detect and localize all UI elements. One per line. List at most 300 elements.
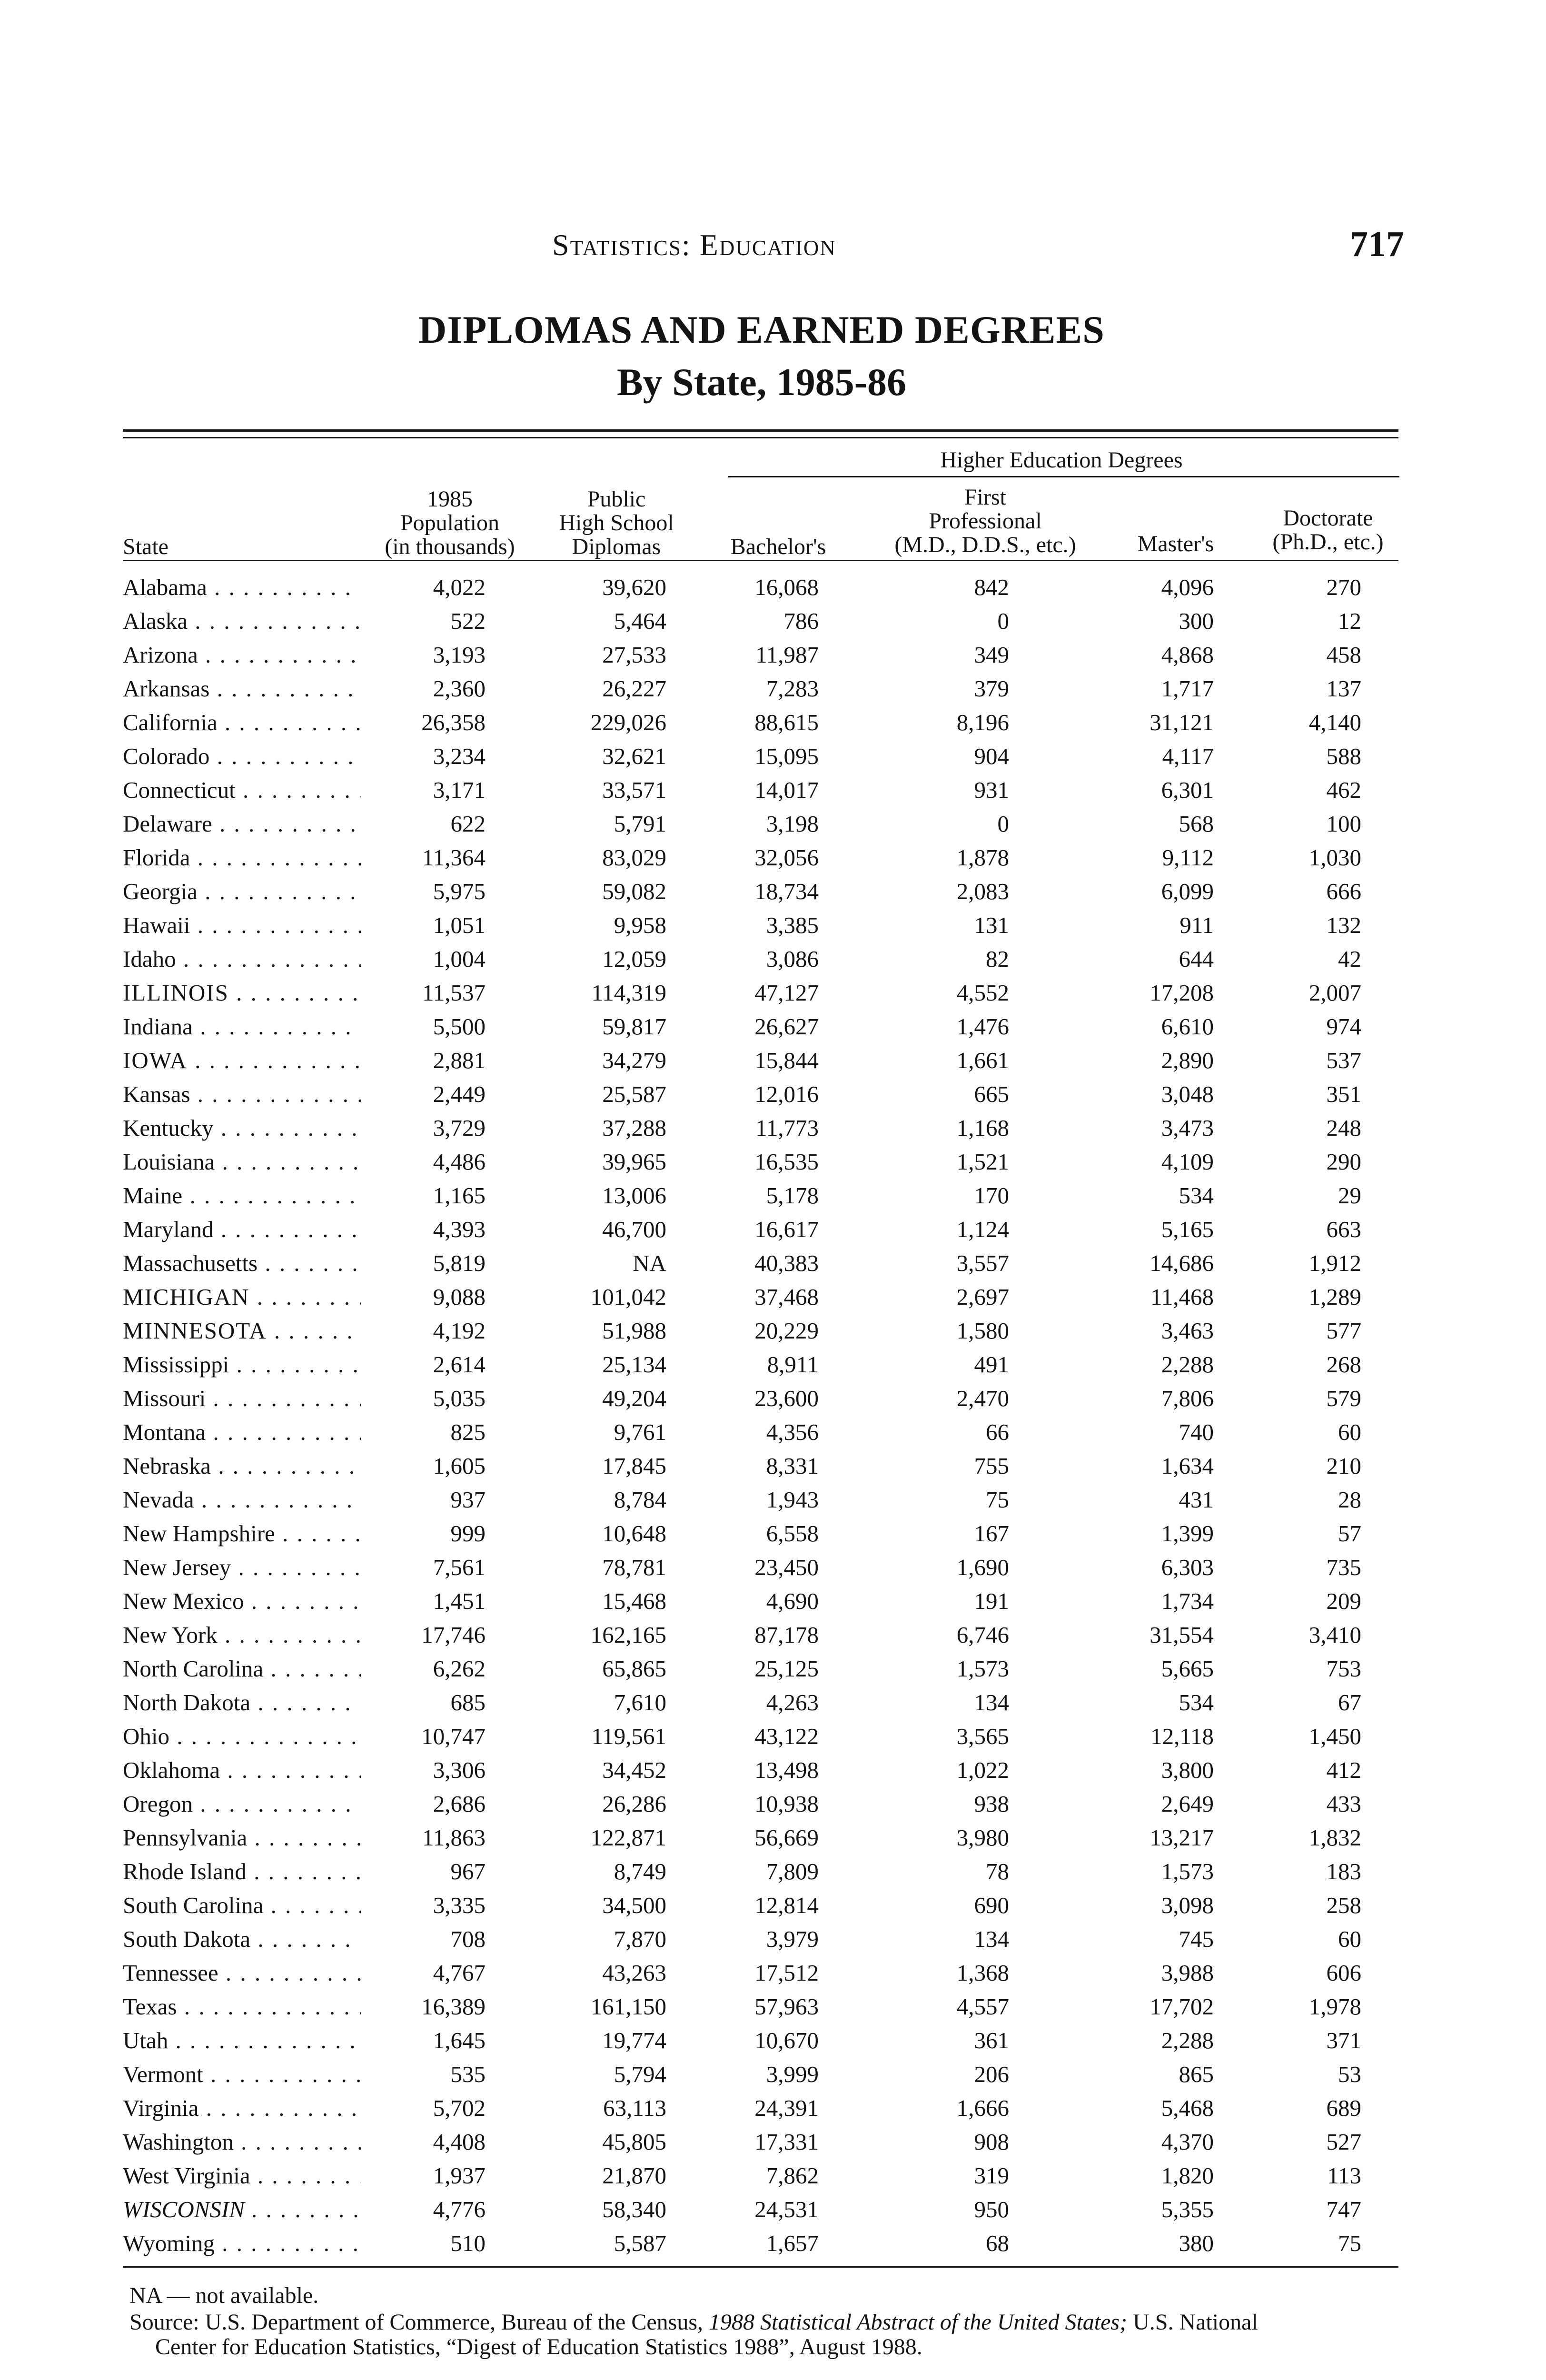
hs-diplomas-cell: 5,791 xyxy=(614,811,666,837)
first-professional-cell: 131 xyxy=(974,912,1009,938)
header-bottom-rule xyxy=(123,560,1398,561)
footnote-na: NA — not available. xyxy=(129,2283,319,2308)
header-doctorate-line2: (Ph.D., etc.) xyxy=(1272,529,1384,555)
table-row xyxy=(0,1652,1546,1686)
doctorate-cell: 67 xyxy=(1338,1689,1361,1716)
state-cell: Missouri . . . xyxy=(123,1381,361,1415)
bachelors-cell: 18,734 xyxy=(754,878,819,904)
hs-diplomas-cell: 51,988 xyxy=(602,1318,666,1344)
bachelors-cell: 3,979 xyxy=(766,1926,819,1952)
first-professional-cell: 690 xyxy=(974,1892,1009,1918)
first-professional-cell: 349 xyxy=(974,642,1009,668)
bachelors-cell: 20,229 xyxy=(754,1318,819,1344)
hs-diplomas-cell: 5,587 xyxy=(614,2230,666,2256)
population-cell: 1,605 xyxy=(433,1453,486,1479)
state-cell: Kentucky . . . xyxy=(123,1111,361,1145)
bachelors-cell: 3,385 xyxy=(766,912,819,938)
doctorate-cell: 60 xyxy=(1338,1419,1361,1445)
population-cell: 5,819 xyxy=(433,1250,486,1276)
hs-diplomas-cell: 5,794 xyxy=(614,2061,666,2087)
bachelors-cell: 37,468 xyxy=(754,1284,819,1310)
doctorate-cell: 12 xyxy=(1338,608,1361,634)
population-cell: 685 xyxy=(450,1689,486,1716)
table-row xyxy=(0,1854,1546,1888)
population-cell: 26,358 xyxy=(421,709,486,735)
masters-cell: 1,717 xyxy=(1161,675,1214,702)
table-row xyxy=(0,2159,1546,2192)
hs-diplomas-cell: 9,761 xyxy=(614,1419,666,1445)
first-professional-cell: 319 xyxy=(974,2162,1009,2189)
masters-cell: 6,610 xyxy=(1161,1013,1214,1040)
population-cell: 825 xyxy=(450,1419,486,1445)
hs-diplomas-cell: 9,958 xyxy=(614,912,666,938)
hs-diplomas-cell: 32,621 xyxy=(602,743,666,769)
source-prefix: Source: U.S. Department of Commerce, Bureau of the Census, xyxy=(129,2310,709,2335)
table-row xyxy=(0,1415,1546,1449)
population-cell: 9,088 xyxy=(433,1284,486,1310)
bachelors-cell: 16,617 xyxy=(754,1216,819,1242)
hs-diplomas-cell: 19,774 xyxy=(602,2027,666,2053)
table-row xyxy=(0,841,1546,874)
state-cell: IOWA . . . xyxy=(123,1043,361,1077)
top-rule-thin xyxy=(123,437,1398,438)
doctorate-cell: 433 xyxy=(1326,1791,1361,1817)
population-cell: 3,171 xyxy=(433,777,486,803)
population-cell: 2,881 xyxy=(433,1047,486,1073)
first-professional-cell: 4,557 xyxy=(956,1993,1009,2020)
masters-cell: 7,806 xyxy=(1161,1385,1214,1411)
doctorate-cell: 663 xyxy=(1326,1216,1361,1242)
bachelors-cell: 23,600 xyxy=(754,1385,819,1411)
doctorate-cell: 53 xyxy=(1338,2061,1361,2087)
doctorate-cell: 537 xyxy=(1326,1047,1361,1073)
first-professional-cell: 82 xyxy=(986,946,1009,972)
masters-cell: 740 xyxy=(1179,1419,1214,1445)
state-cell: Tennessee . . . xyxy=(123,1956,361,1990)
masters-cell: 4,096 xyxy=(1161,574,1214,600)
header-high-school-line3: Diplomas xyxy=(572,534,661,559)
hs-diplomas-cell: 39,965 xyxy=(602,1149,666,1175)
first-professional-cell: 931 xyxy=(974,777,1009,803)
state-cell: Alabama . . . xyxy=(123,570,361,604)
population-cell: 3,234 xyxy=(433,743,486,769)
masters-cell: 3,048 xyxy=(1161,1081,1214,1107)
bachelors-cell: 5,178 xyxy=(766,1182,819,1209)
table-row xyxy=(0,1719,1546,1753)
first-professional-cell: 3,557 xyxy=(956,1250,1009,1276)
population-cell: 622 xyxy=(450,811,486,837)
population-cell: 4,776 xyxy=(433,2196,486,2222)
hs-diplomas-cell: 101,042 xyxy=(590,1284,666,1310)
header-high-school-line2: High School xyxy=(559,510,674,536)
doctorate-cell: 577 xyxy=(1326,1318,1361,1344)
doctorate-cell: 462 xyxy=(1326,777,1361,803)
first-professional-cell: 950 xyxy=(974,2196,1009,2222)
hs-diplomas-cell: 59,817 xyxy=(602,1013,666,1040)
table-row xyxy=(0,1618,1546,1652)
table-row xyxy=(0,1888,1546,1922)
doctorate-cell: 666 xyxy=(1326,878,1361,904)
table-title: DIPLOMAS AND EARNED DEGREES xyxy=(418,308,1105,351)
hs-diplomas-cell: NA xyxy=(633,1250,666,1276)
bachelors-cell: 15,844 xyxy=(754,1047,819,1073)
table-row xyxy=(0,1584,1546,1618)
table-row xyxy=(0,1010,1546,1043)
bachelors-cell: 1,657 xyxy=(766,2230,819,2256)
bachelors-cell: 40,383 xyxy=(754,1250,819,1276)
state-cell: New Hampshire . . . xyxy=(123,1517,361,1550)
bachelors-cell: 17,512 xyxy=(754,1960,819,1986)
doctorate-cell: 1,978 xyxy=(1308,1993,1361,2020)
state-cell: Utah . . . xyxy=(123,2023,361,2057)
doctorate-cell: 974 xyxy=(1326,1013,1361,1040)
hs-diplomas-cell: 25,587 xyxy=(602,1081,666,1107)
bachelors-cell: 15,095 xyxy=(754,743,819,769)
state-cell: MICHIGAN . . . xyxy=(123,1280,361,1314)
table-row xyxy=(0,1111,1546,1145)
state-cell: North Dakota . . . xyxy=(123,1686,361,1719)
masters-cell: 6,303 xyxy=(1161,1554,1214,1580)
state-cell: Arkansas . . . xyxy=(123,672,361,705)
masters-cell: 865 xyxy=(1179,2061,1214,2087)
first-professional-cell: 665 xyxy=(974,1081,1009,1107)
table-row xyxy=(0,672,1546,705)
doctorate-cell: 210 xyxy=(1326,1453,1361,1479)
doctorate-cell: 1,030 xyxy=(1308,844,1361,871)
masters-cell: 5,665 xyxy=(1161,1656,1214,1682)
masters-cell: 4,868 xyxy=(1161,642,1214,668)
bachelors-cell: 88,615 xyxy=(754,709,819,735)
doctorate-cell: 3,410 xyxy=(1308,1622,1361,1648)
masters-cell: 431 xyxy=(1179,1487,1214,1513)
population-cell: 535 xyxy=(450,2061,486,2087)
doctorate-cell: 1,289 xyxy=(1308,1284,1361,1310)
bachelors-cell: 56,669 xyxy=(754,1825,819,1851)
masters-cell: 911 xyxy=(1179,912,1214,938)
masters-cell: 2,649 xyxy=(1161,1791,1214,1817)
bachelors-cell: 16,535 xyxy=(754,1149,819,1175)
table-row xyxy=(0,739,1546,773)
bachelors-cell: 87,178 xyxy=(754,1622,819,1648)
first-professional-cell: 68 xyxy=(986,2230,1009,2256)
population-cell: 1,004 xyxy=(433,946,486,972)
doctorate-cell: 42 xyxy=(1338,946,1361,972)
table-row xyxy=(0,1922,1546,1956)
first-professional-cell: 1,878 xyxy=(956,844,1009,871)
doctorate-cell: 132 xyxy=(1326,912,1361,938)
hs-diplomas-cell: 27,533 xyxy=(602,642,666,668)
hs-diplomas-cell: 37,288 xyxy=(602,1115,666,1141)
masters-cell: 11,468 xyxy=(1150,1284,1214,1310)
hs-diplomas-cell: 17,845 xyxy=(602,1453,666,1479)
first-professional-cell: 2,697 xyxy=(956,1284,1009,1310)
doctorate-cell: 290 xyxy=(1326,1149,1361,1175)
hs-diplomas-cell: 78,781 xyxy=(602,1554,666,1580)
doctorate-cell: 753 xyxy=(1326,1656,1361,1682)
bachelors-cell: 43,122 xyxy=(754,1723,819,1749)
bachelors-cell: 11,773 xyxy=(755,1115,819,1141)
first-professional-cell: 938 xyxy=(974,1791,1009,1817)
masters-cell: 3,098 xyxy=(1161,1892,1214,1918)
first-professional-cell: 842 xyxy=(974,574,1009,600)
hs-diplomas-cell: 39,620 xyxy=(602,574,666,600)
doctorate-cell: 527 xyxy=(1326,2129,1361,2155)
header-first-professional-line3: (M.D., D.D.S., etc.) xyxy=(894,532,1076,557)
masters-cell: 534 xyxy=(1179,1182,1214,1209)
hs-diplomas-cell: 13,006 xyxy=(602,1182,666,1209)
masters-cell: 6,099 xyxy=(1161,878,1214,904)
hs-diplomas-cell: 119,561 xyxy=(591,1723,666,1749)
bachelors-cell: 7,283 xyxy=(766,675,819,702)
header-population-line3: (in thousands) xyxy=(385,534,515,559)
bachelors-cell: 10,670 xyxy=(754,2027,819,2053)
header-first-professional-line1: First xyxy=(964,485,1007,510)
table-row xyxy=(0,2125,1546,2159)
population-cell: 3,193 xyxy=(433,642,486,668)
population-cell: 3,306 xyxy=(433,1757,486,1783)
doctorate-cell: 100 xyxy=(1326,811,1361,837)
bachelors-cell: 10,938 xyxy=(754,1791,819,1817)
doctorate-cell: 4,140 xyxy=(1308,709,1361,735)
table-row xyxy=(0,1314,1546,1348)
masters-cell: 5,165 xyxy=(1161,1216,1214,1242)
first-professional-cell: 6,746 xyxy=(956,1622,1009,1648)
state-cell: Oregon . . . xyxy=(123,1787,361,1821)
population-cell: 4,393 xyxy=(433,1216,486,1242)
doctorate-cell: 1,832 xyxy=(1308,1825,1361,1851)
state-cell: Vermont . . . xyxy=(123,2057,361,2091)
population-cell: 967 xyxy=(450,1858,486,1884)
first-professional-cell: 191 xyxy=(974,1588,1009,1614)
header-doctorate-line1: Doctorate xyxy=(1283,506,1373,531)
state-cell: Nevada . . . xyxy=(123,1483,361,1517)
hs-diplomas-cell: 83,029 xyxy=(602,844,666,871)
table-row xyxy=(0,1550,1546,1584)
first-professional-cell: 1,476 xyxy=(956,1013,1009,1040)
doctorate-cell: 60 xyxy=(1338,1926,1361,1952)
hs-diplomas-cell: 45,805 xyxy=(602,2129,666,2155)
doctorate-cell: 183 xyxy=(1326,1858,1361,1884)
masters-cell: 17,208 xyxy=(1150,980,1214,1006)
doctorate-cell: 588 xyxy=(1326,743,1361,769)
first-professional-cell: 379 xyxy=(974,675,1009,702)
masters-cell: 3,473 xyxy=(1161,1115,1214,1141)
table-row xyxy=(0,1348,1546,1381)
hs-diplomas-cell: 8,784 xyxy=(614,1487,666,1513)
table-row xyxy=(0,976,1546,1010)
doctorate-cell: 2,007 xyxy=(1308,980,1361,1006)
doctorate-cell: 28 xyxy=(1338,1487,1361,1513)
table-row xyxy=(0,1179,1546,1212)
header-doctorate xyxy=(1252,506,1404,554)
doctorate-cell: 371 xyxy=(1326,2027,1361,2053)
table-row xyxy=(0,874,1546,908)
population-cell: 708 xyxy=(450,1926,486,1952)
table-row xyxy=(0,1956,1546,1990)
doctorate-cell: 137 xyxy=(1326,675,1361,702)
header-high-school-line1: Public xyxy=(587,486,646,512)
first-professional-cell: 0 xyxy=(997,608,1009,634)
masters-cell: 300 xyxy=(1179,608,1214,634)
first-professional-cell: 1,661 xyxy=(956,1047,1009,1073)
header-bachelors: Bachelor's xyxy=(730,534,826,559)
hs-diplomas-cell: 26,286 xyxy=(602,1791,666,1817)
hs-diplomas-cell: 33,571 xyxy=(602,777,666,803)
first-professional-cell: 1,573 xyxy=(956,1656,1009,1682)
source-suffix: U.S. National xyxy=(1127,2310,1258,2335)
table-row xyxy=(0,1043,1546,1077)
state-cell: Rhode Island . . . xyxy=(123,1854,361,1888)
source-note xyxy=(129,2310,1415,2360)
masters-cell: 3,800 xyxy=(1161,1757,1214,1783)
hs-diplomas-cell: 58,340 xyxy=(602,2196,666,2222)
doctorate-cell: 458 xyxy=(1326,642,1361,668)
doctorate-cell: 689 xyxy=(1326,2095,1361,2121)
masters-cell: 644 xyxy=(1179,946,1214,972)
state-cell: ILLINOIS . . . xyxy=(123,976,361,1010)
header-state: State xyxy=(123,534,168,559)
population-cell: 937 xyxy=(450,1487,486,1513)
state-cell: Idaho . . . xyxy=(123,942,361,976)
hs-diplomas-cell: 49,204 xyxy=(602,1385,666,1411)
population-cell: 1,451 xyxy=(433,1588,486,1614)
masters-cell: 2,288 xyxy=(1161,2027,1214,2053)
first-professional-cell: 755 xyxy=(974,1453,1009,1479)
hs-diplomas-cell: 26,227 xyxy=(602,675,666,702)
hs-diplomas-cell: 8,749 xyxy=(614,1858,666,1884)
bachelors-cell: 32,056 xyxy=(754,844,819,871)
bachelors-cell: 47,127 xyxy=(754,980,819,1006)
masters-cell: 380 xyxy=(1179,2230,1214,2256)
first-professional-cell: 3,980 xyxy=(956,1825,1009,1851)
population-cell: 4,192 xyxy=(433,1318,486,1344)
masters-cell: 17,702 xyxy=(1150,1993,1214,2020)
table-row xyxy=(0,638,1546,672)
doctorate-cell: 248 xyxy=(1326,1115,1361,1141)
population-cell: 10,747 xyxy=(421,1723,486,1749)
masters-cell: 31,121 xyxy=(1150,709,1214,735)
hs-diplomas-cell: 162,165 xyxy=(590,1622,666,1648)
first-professional-cell: 0 xyxy=(997,811,1009,837)
doctorate-cell: 351 xyxy=(1326,1081,1361,1107)
doctorate-cell: 29 xyxy=(1338,1182,1361,1209)
state-cell: WISCONSIN . . . xyxy=(123,2192,361,2226)
state-cell: Colorado . . . xyxy=(123,739,361,773)
first-professional-cell: 8,196 xyxy=(956,709,1009,735)
population-cell: 522 xyxy=(450,608,486,634)
population-cell: 4,022 xyxy=(433,574,486,600)
doctorate-cell: 270 xyxy=(1326,574,1361,600)
doctorate-cell: 268 xyxy=(1326,1351,1361,1378)
state-cell: Washington . . . xyxy=(123,2125,361,2159)
table-row xyxy=(0,2023,1546,2057)
table-row xyxy=(0,1990,1546,2023)
first-professional-cell: 1,168 xyxy=(956,1115,1009,1141)
table-row xyxy=(0,1449,1546,1483)
doctorate-cell: 1,912 xyxy=(1308,1250,1361,1276)
table-row xyxy=(0,1787,1546,1821)
first-professional-cell: 1,580 xyxy=(956,1318,1009,1344)
doctorate-cell: 412 xyxy=(1326,1757,1361,1783)
first-professional-cell: 3,565 xyxy=(956,1723,1009,1749)
state-cell: Pennsylvania . . . xyxy=(123,1821,361,1854)
state-cell: Maine . . . xyxy=(123,1179,361,1212)
doctorate-cell: 75 xyxy=(1338,2230,1361,2256)
doctorate-cell: 606 xyxy=(1326,1960,1361,1986)
masters-cell: 1,734 xyxy=(1161,1588,1214,1614)
state-cell: New Mexico . . . xyxy=(123,1584,361,1618)
first-professional-cell: 134 xyxy=(974,1926,1009,1952)
masters-cell: 9,112 xyxy=(1162,844,1214,871)
header-population-line1: 1985 xyxy=(427,486,473,512)
first-professional-cell: 904 xyxy=(974,743,1009,769)
masters-cell: 14,686 xyxy=(1150,1250,1214,1276)
bachelors-cell: 57,963 xyxy=(754,1993,819,2020)
population-cell: 5,975 xyxy=(433,878,486,904)
state-cell: New York . . . xyxy=(123,1618,361,1652)
population-cell: 16,389 xyxy=(421,1993,486,2020)
state-cell: Louisiana . . . xyxy=(123,1145,361,1179)
first-professional-cell: 1,521 xyxy=(956,1149,1009,1175)
bachelors-cell: 8,331 xyxy=(766,1453,819,1479)
header-high-school xyxy=(543,487,690,559)
state-cell: South Carolina . . . xyxy=(123,1888,361,1922)
masters-cell: 745 xyxy=(1179,1926,1214,1952)
first-professional-cell: 908 xyxy=(974,2129,1009,2155)
table-row xyxy=(0,604,1546,638)
doctorate-cell: 258 xyxy=(1326,1892,1361,1918)
hs-diplomas-cell: 7,610 xyxy=(614,1689,666,1716)
bachelors-cell: 12,814 xyxy=(754,1892,819,1918)
table-row xyxy=(0,1280,1546,1314)
table-row xyxy=(0,570,1546,604)
header-population-line2: Population xyxy=(400,510,499,536)
bachelors-cell: 3,086 xyxy=(766,946,819,972)
population-cell: 3,335 xyxy=(433,1892,486,1918)
population-cell: 1,165 xyxy=(433,1182,486,1209)
population-cell: 2,614 xyxy=(433,1351,486,1378)
first-professional-cell: 170 xyxy=(974,1182,1009,1209)
population-cell: 6,262 xyxy=(433,1656,486,1682)
population-cell: 11,863 xyxy=(422,1825,486,1851)
masters-cell: 4,109 xyxy=(1161,1149,1214,1175)
masters-cell: 4,117 xyxy=(1162,743,1214,769)
first-professional-cell: 206 xyxy=(974,2061,1009,2087)
population-cell: 5,035 xyxy=(433,1385,486,1411)
bachelors-cell: 8,911 xyxy=(767,1351,819,1378)
hs-diplomas-cell: 21,870 xyxy=(602,2162,666,2189)
masters-cell: 568 xyxy=(1179,811,1214,837)
bachelors-cell: 4,690 xyxy=(766,1588,819,1614)
bachelors-cell: 26,627 xyxy=(754,1013,819,1040)
doctorate-cell: 579 xyxy=(1326,1385,1361,1411)
population-cell: 999 xyxy=(450,1520,486,1547)
masters-cell: 31,554 xyxy=(1150,1622,1214,1648)
doctorate-cell: 1,450 xyxy=(1308,1723,1361,1749)
hs-diplomas-cell: 161,150 xyxy=(590,1993,666,2020)
population-cell: 11,537 xyxy=(422,980,486,1006)
masters-cell: 2,890 xyxy=(1161,1047,1214,1073)
hs-diplomas-cell: 25,134 xyxy=(602,1351,666,1378)
state-cell: Indiana . . . xyxy=(123,1010,361,1043)
table-row xyxy=(0,1077,1546,1111)
population-cell: 5,702 xyxy=(433,2095,486,2121)
doctorate-cell: 735 xyxy=(1326,1554,1361,1580)
population-cell: 2,449 xyxy=(433,1081,486,1107)
bachelors-cell: 6,558 xyxy=(766,1520,819,1547)
header-population xyxy=(371,487,528,559)
first-professional-cell: 167 xyxy=(974,1520,1009,1547)
